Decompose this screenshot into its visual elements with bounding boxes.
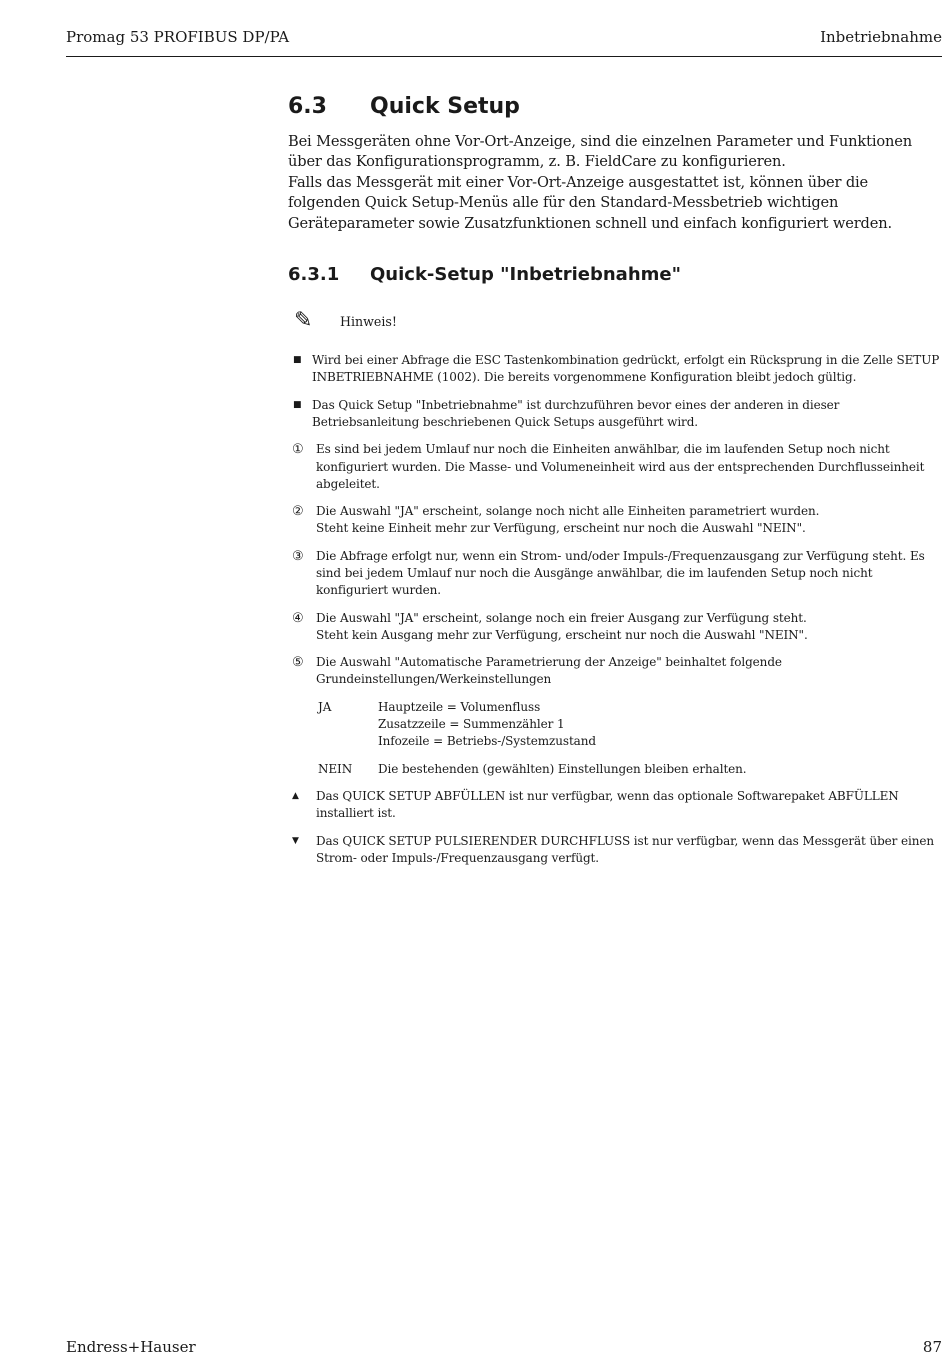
circled-number-marker: ① — [292, 442, 304, 458]
header-document-title: Promag 53 PROFIBUS DP/PA — [66, 28, 290, 46]
page-header — [66, 28, 942, 57]
triangle-item — [288, 833, 943, 868]
definition-term: NEIN — [318, 761, 353, 776]
circled-number-marker: ② — [292, 504, 304, 520]
numbered-item — [288, 441, 943, 493]
page-footer — [66, 1338, 942, 1356]
note-label: Hinweis! — [340, 313, 397, 329]
definition-line: Zusatzzeile = Summenzähler 1 — [378, 717, 565, 732]
definition-row — [318, 761, 943, 778]
footer-company: Endress+Hauser — [66, 1338, 196, 1356]
section-intro — [288, 132, 943, 234]
definition-line: Die bestehenden (gewählten) Einstellungen bleiben erhalten. — [378, 761, 747, 776]
numbered-item — [288, 548, 943, 600]
numbered-item-text — [316, 503, 943, 538]
subsection-title: Quick-Setup "Inbetriebnahme" — [370, 264, 681, 286]
definition-value — [378, 761, 747, 778]
triangle-up-icon: ▲ — [292, 790, 299, 801]
note-body — [288, 352, 943, 867]
triangle-item — [288, 788, 943, 823]
triangle-down-icon: ▼ — [292, 835, 299, 846]
definition-row — [318, 699, 943, 751]
definition-table — [318, 699, 943, 778]
intro-paragraph: Falls das Messgerät mit einer Vor-Ort-Anzeige ausgestattet ist, können über die folgenden Quick Setup-Menüs alle für den Standard-Messbetrieb wichtigen Geräteparameter sowie Zusatzfunktionen schnell und einfach konfiguriert werden. — [288, 173, 892, 232]
numbered-item — [288, 610, 943, 645]
list-item — [288, 352, 943, 387]
subsection-heading — [288, 262, 943, 288]
page-number: 87 — [922, 1338, 942, 1356]
square-bullet-icon: ■ — [293, 399, 302, 410]
circled-number-marker: ⑤ — [292, 655, 304, 671]
numbered-item-text: Die Abfrage erfolgt nur, wenn ein Strom- und/oder Impuls-/Frequenzausgang zur Verfügung steht. Es sind bei jedem Umlauf nur noch die Ausgänge anwählbar, die im laufenden Setup noch nicht konfiguriert wurden. — [316, 548, 925, 598]
circled-number-marker: ④ — [292, 610, 304, 626]
triangle-item-text: Das QUICK SETUP PULSIERENDER DURCHFLUSS ist nur verfügbar, wenn das Messgerät über einen Strom- oder Impuls-/Frequenzausgang verfügt. — [316, 833, 935, 865]
note-callout — [288, 310, 943, 332]
definition-value — [378, 699, 596, 751]
section-heading — [288, 92, 943, 122]
definition-line: Infozeile = Betriebs-/Systemzustand — [378, 734, 596, 749]
triangle-item-text: Das QUICK SETUP ABFÜLLEN ist nur verfügbar, wenn das optionale Softwarepaket ABFÜLLEN installiert ist. — [316, 788, 899, 821]
intro-paragraph: Bei Messgeräten ohne Vor-Ort-Anzeige, sind die einzelnen Parameter und Funktionen über das Konfigurationsprogramm, z. B. FieldCare zu konfigurieren. — [288, 133, 912, 171]
definition-term: JA — [318, 699, 332, 714]
subsection-number: 6.3.1 — [288, 264, 340, 286]
list-item — [288, 397, 943, 432]
numbered-item-text: Die Auswahl "Automatische Parametrierung der Anzeige" beinhaltet folgende Grundeinstellungen/Werkeinstellungen — [316, 655, 782, 687]
numbered-item-line: Die Auswahl "JA" erscheint, solange noch ein freier Ausgang zur Verfügung steht. — [316, 610, 807, 625]
numbered-item — [288, 654, 943, 689]
numbered-item-line: Steht keine Einheit mehr zur Verfügung, erscheint nur noch die Auswahl "NEIN". — [316, 521, 806, 536]
list-item-text: Das Quick Setup "Inbetriebnahme" ist durchzuführen bevor eines der anderen in dieser Betriebsanleitung beschriebenen Quick Setups ausgeführt wird. — [312, 397, 840, 429]
numbered-item-line: Die Auswahl "JA" erscheint, solange noch nicht alle Einheiten parametriert wurden. — [316, 504, 820, 519]
numbered-item-line: Steht kein Ausgang mehr zur Verfügung, erscheint nur noch die Auswahl "NEIN". — [316, 627, 808, 642]
pencil-icon: ✎ — [294, 308, 313, 334]
definition-line: Hauptzeile = Volumenfluss — [378, 699, 541, 714]
list-item-text: Wird bei einer Abfrage die ESC Tastenkombination gedrückt, erfolgt ein Rücksprung in die Zelle SETUP INBETRIEBNAHME (1002). Die bereits vorgenommene Konfiguration bleibt jedoch gültig. — [312, 353, 940, 385]
section-title: Quick Setup — [370, 94, 520, 119]
section-number: 6.3 — [288, 94, 327, 119]
numbered-item-text: Es sind bei jedem Umlauf nur noch die Einheiten anwählbar, die im laufenden Setup noch nicht konfiguriert wurden. Die Masse- und Volumeneinheit wird aus der entsprechenden Durchflusseinheit abgeleitet. — [316, 442, 925, 491]
numbered-item — [288, 503, 943, 538]
numbered-item-text — [316, 610, 943, 645]
header-chapter-title: Inbetriebnahme — [820, 28, 942, 46]
circled-number-marker: ③ — [292, 548, 304, 564]
main-content — [288, 92, 943, 867]
square-bullet-icon: ■ — [293, 355, 302, 366]
